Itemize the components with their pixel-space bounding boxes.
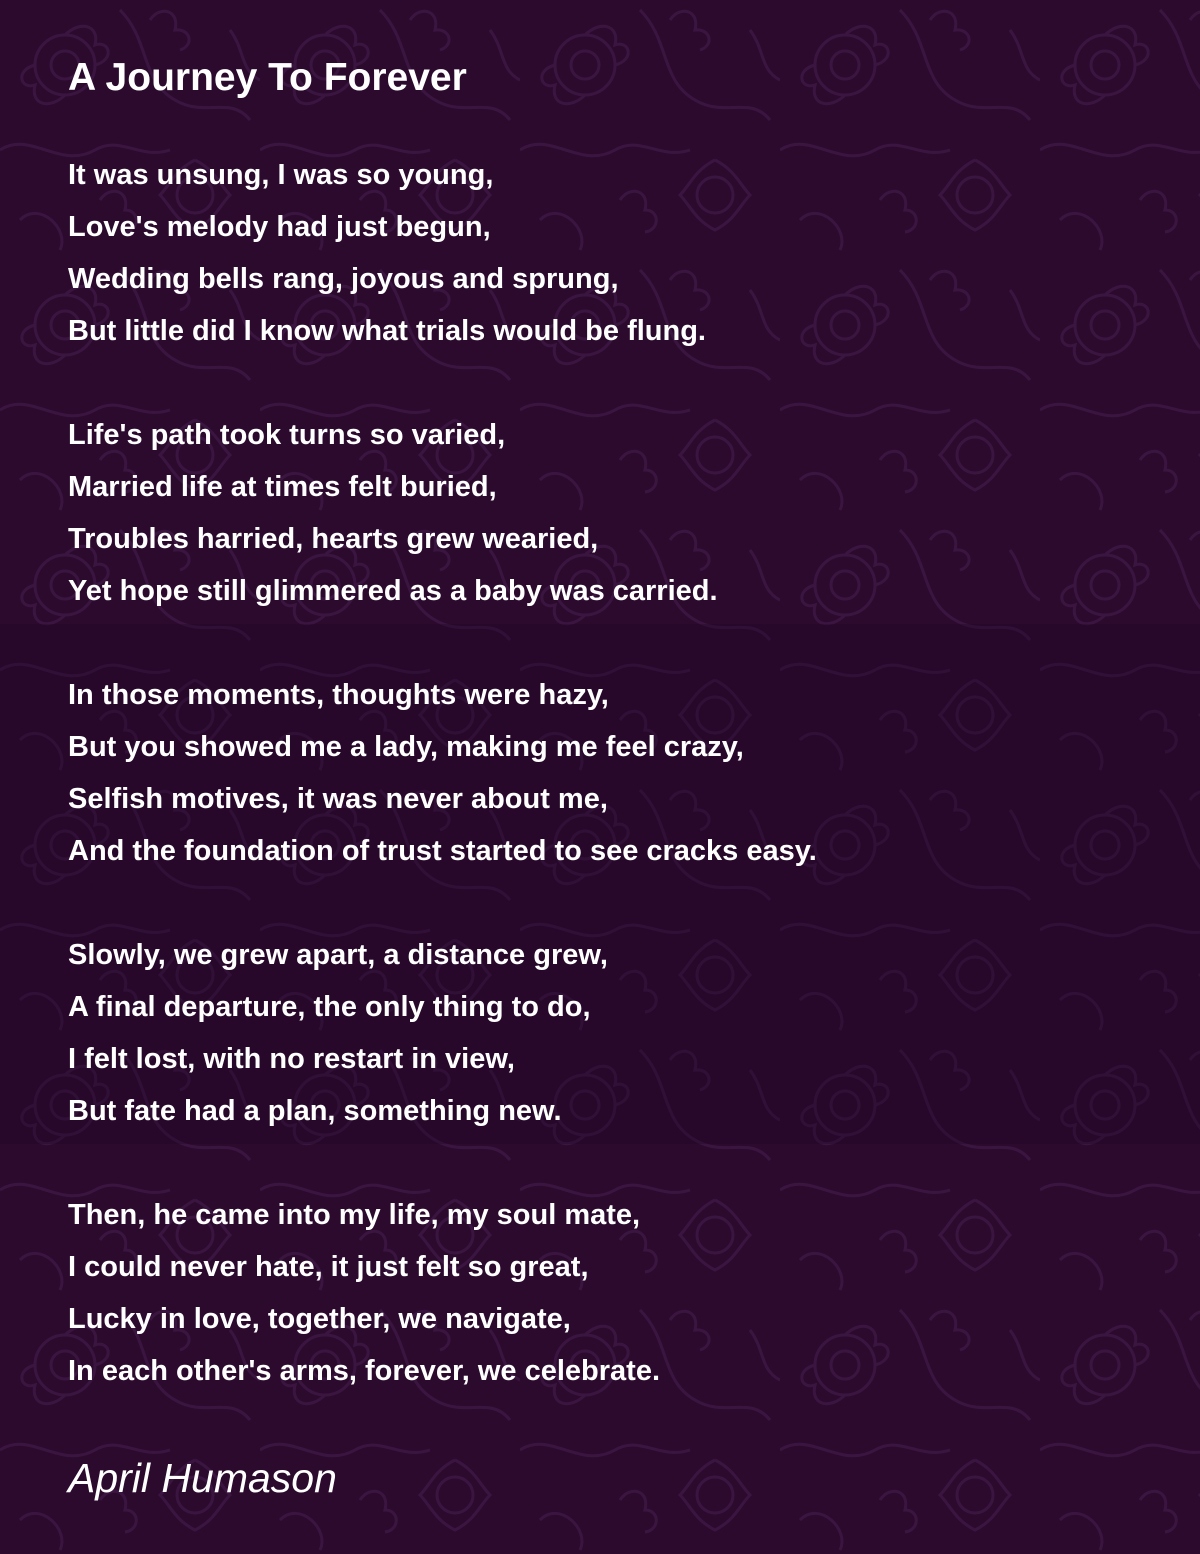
stanza-3 [68, 669, 1168, 877]
stanza-1 [68, 149, 1168, 357]
poem-line: In each other's arms, forever, we celebrate. [68, 1355, 661, 1387]
stanza-4 [68, 929, 1168, 1137]
poem-line: Life's path took turns so varied, [68, 419, 506, 451]
poem-line: Love's melody had just begun, [68, 211, 491, 243]
poem-line: Married life at times felt buried, [68, 471, 497, 503]
poem-line: I felt lost, with no restart in view, [68, 1043, 515, 1075]
poem-line: A final departure, the only thing to do, [68, 991, 591, 1023]
poem-author: April Humason [68, 1455, 337, 1501]
stanza-5 [68, 1189, 1168, 1397]
poem-line: Then, he came into my life, my soul mate, [68, 1199, 641, 1231]
poem-line: But you showed me a lady, making me feel crazy, [68, 731, 744, 763]
poem-line: But little did I know what trials would be flung. [68, 315, 706, 347]
poem-line: And the foundation of trust started to see cracks easy. [68, 835, 817, 867]
poem-line: Wedding bells rang, joyous and sprung, [68, 263, 619, 295]
poem-line: I could never hate, it just felt so great, [68, 1251, 589, 1283]
stanza-2 [68, 409, 1168, 617]
poem-line: It was unsung, I was so young, [68, 159, 494, 191]
poem-line: Lucky in love, together, we navigate, [68, 1303, 571, 1335]
poem-title: A Journey To Forever [68, 56, 467, 99]
poem-line: Troubles harried, hearts grew wearied, [68, 523, 599, 555]
poem-line: In those moments, thoughts were hazy, [68, 679, 609, 711]
poem-line: Yet hope still glimmered as a baby was carried. [68, 575, 718, 607]
poem-body [68, 149, 1168, 1449]
poem-line: But fate had a plan, something new. [68, 1095, 562, 1127]
poem-line: Selfish motives, it was never about me, [68, 783, 608, 815]
poem-line: Slowly, we grew apart, a distance grew, [68, 939, 608, 971]
